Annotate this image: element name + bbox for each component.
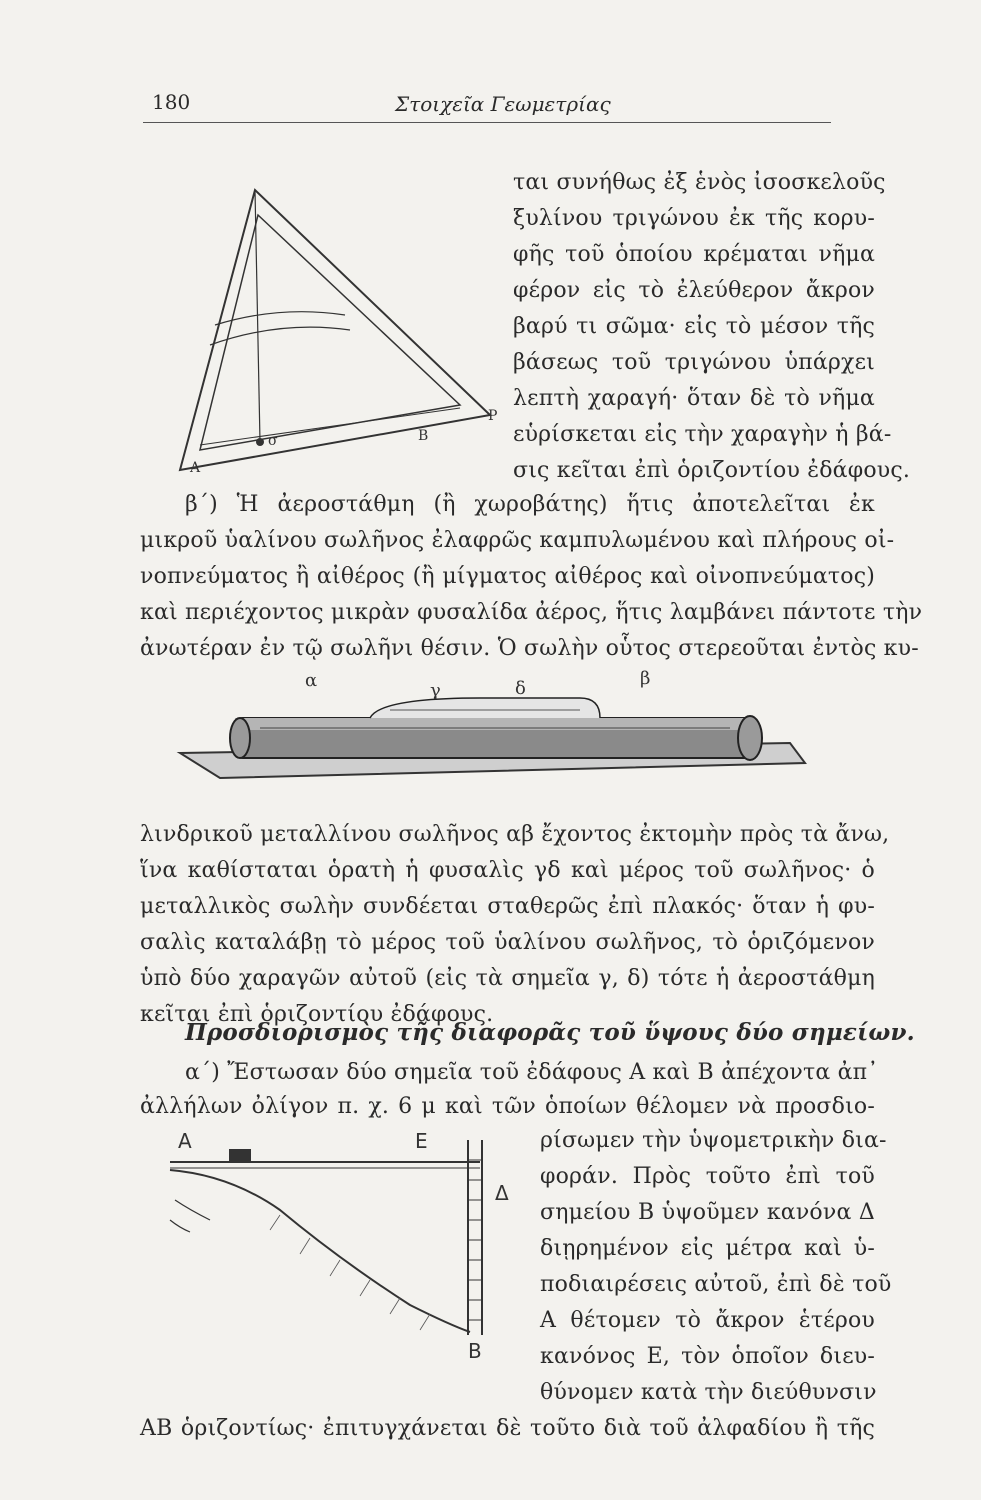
para5-line-2: φοράν. Πρὸς τοῦτο ἐπὶ τοῦ [540,1164,875,1189]
para3-line-3: μεταλλικὸς σωλὴν συνδέεται σταθερῶς ἐπὶ πλακός· ὅταν ἡ φυ- [140,894,875,919]
para5-line-7: κανόνος Ε, τὸν ὁποῖον διευ- [540,1344,875,1369]
para5-line-4: διῃρημένον εἰς μέτρα καὶ ὑ- [540,1236,875,1261]
para2-line-3: νοπνεύματος ἢ αἰθέρος (ἢ μίγματος αἰθέρος καὶ οἰνοπνεύματος) [140,564,875,589]
level-label-beta: β [640,668,651,689]
para2-line-1: β΄) Ἡ ἀεροστάθμη (ἢ χωροβάτης) ἥτις ἀποτελεῖται ἐκ [185,492,875,517]
section-heading: Προσδιορισμὸς τῆς διαφορᾶς τοῦ ὕψους δύο σημείων. [185,1019,915,1046]
level-label-delta: δ [515,678,526,699]
triangle-level-figure [160,180,500,480]
para3-line-5: ὑπὸ δύο χαραγῶν αὐτοῦ (εἰς τὰ σημεῖα γ, δ) τότε ἡ ἀεροστάθμη [140,966,875,991]
para3-line-6: κεῖται ἐπὶ ὁριζοντίου ἐδάφους. [140,1002,494,1027]
slope-measurement-figure [150,1120,520,1360]
last-line: ΑΒ ὁριζοντίως· ἐπιτυγχάνεται δὲ τοῦτο διὰ τοῦ ἀλφαδίου ἢ τῆς [140,1416,875,1441]
para3-line-4: σαλὶς καταλάβῃ τὸ μέρος τοῦ ὑαλίνου σωλῆνος, τὸ ὁριζόμενον [140,930,875,955]
para1-line-3: φῆς τοῦ ὁποίου κρέμαται νῆμα [513,242,875,267]
slope-label-delta: Δ [495,1181,509,1205]
slope-label-b: B [468,1339,482,1360]
triangle-label-p: P [488,408,498,424]
para1-line-6: βάσεως τοῦ τριγώνου ὑπάρχει [513,350,875,375]
para4-line-1: α΄) Ἔστωσαν δύο σημεῖα τοῦ ἐδάφους Α καὶ Β ἀπέχοντα ἀπ᾿ [185,1060,879,1085]
para1-line-2: ξυλίνου τριγώνου ἐκ τῆς κορυ- [513,206,875,231]
para2-line-2: μικροῦ ὑαλίνου σωλῆνος ἐλαφρῶς καμπυλωμένου καὶ πλήρους οἰ- [140,528,895,553]
para5-line-1: ρίσωμεν τὴν ὑψομετρικὴν δια- [540,1128,887,1153]
triangle-label-b: B [418,428,429,444]
level-label-gamma: γ [430,680,441,701]
page-number: 180 [152,90,191,114]
slope-label-a: A [178,1129,192,1153]
triangle-label-a: A [190,460,201,476]
para5-line-8: θύνομεν κατὰ τὴν διεύθυνσιν [540,1380,877,1405]
para5-line-3: σημείου Β ὑψοῦμεν κανόνα Δ [540,1200,875,1225]
spirit-level-figure [140,668,830,818]
para1-line-8: εὑρίσκεται εἰς τὴν χαραγὴν ἡ βά- [513,422,892,447]
para5-line-6: Α θέτομεν τὸ ἄκρον ἑτέρου [540,1308,875,1333]
para1-line-4: φέρον εἰς τὸ ἐλεύθερον ἄκρον [513,278,875,303]
para1-line-5: βαρύ τι σῶμα· εἰς τὸ μέσον τῆς [513,314,875,339]
header-rule [143,122,831,123]
triangle-label-sigma: σ [268,433,278,449]
para3-line-2: ἵνα καθίσταται ὁρατὴ ἡ φυσαλὶς γδ καὶ μέρος τοῦ σωλῆνος· ὁ [140,858,875,883]
para4-line-2: ἀλλήλων ὀλίγον π. χ. 6 μ καὶ τῶν ὁποίων θέλομεν νὰ προσδιο- [140,1094,875,1119]
level-label-alpha: α [305,670,318,691]
para1-line-1: ται συνήθως ἐξ ἑνὸς ἰσοσκελοῦς [513,170,886,195]
slope-label-e: E [415,1129,428,1153]
para3-line-1: λινδρικοῦ μεταλλίνου σωλῆνος αβ ἔχοντος ἐκτομὴν πρὸς τὰ ἄνω, [140,822,890,847]
para1-line-9: σις κεῖται ἐπὶ ὁριζοντίου ἐδάφους. [513,458,911,483]
para1-line-7: λεπτὴ χαραγή· ὅταν δὲ τὸ νῆμα [513,386,875,411]
para2-line-5: ἀνωτέραν ἐν τῷ σωλῆνι θέσιν. Ὁ σωλὴν οὗτος στερεοῦται ἐντὸς κυ- [140,636,919,661]
running-title: Στοιχεῖα Γεωμετρίας [395,92,611,116]
para2-line-4: καὶ περιέχοντος μικρὰν φυσαλίδα ἀέρος, ἥτις λαμβάνει πάντοτε τὴν [140,600,923,625]
para5-line-5: ποδιαιρέσεις αὐτοῦ, ἐπὶ δὲ τοῦ [540,1272,892,1297]
